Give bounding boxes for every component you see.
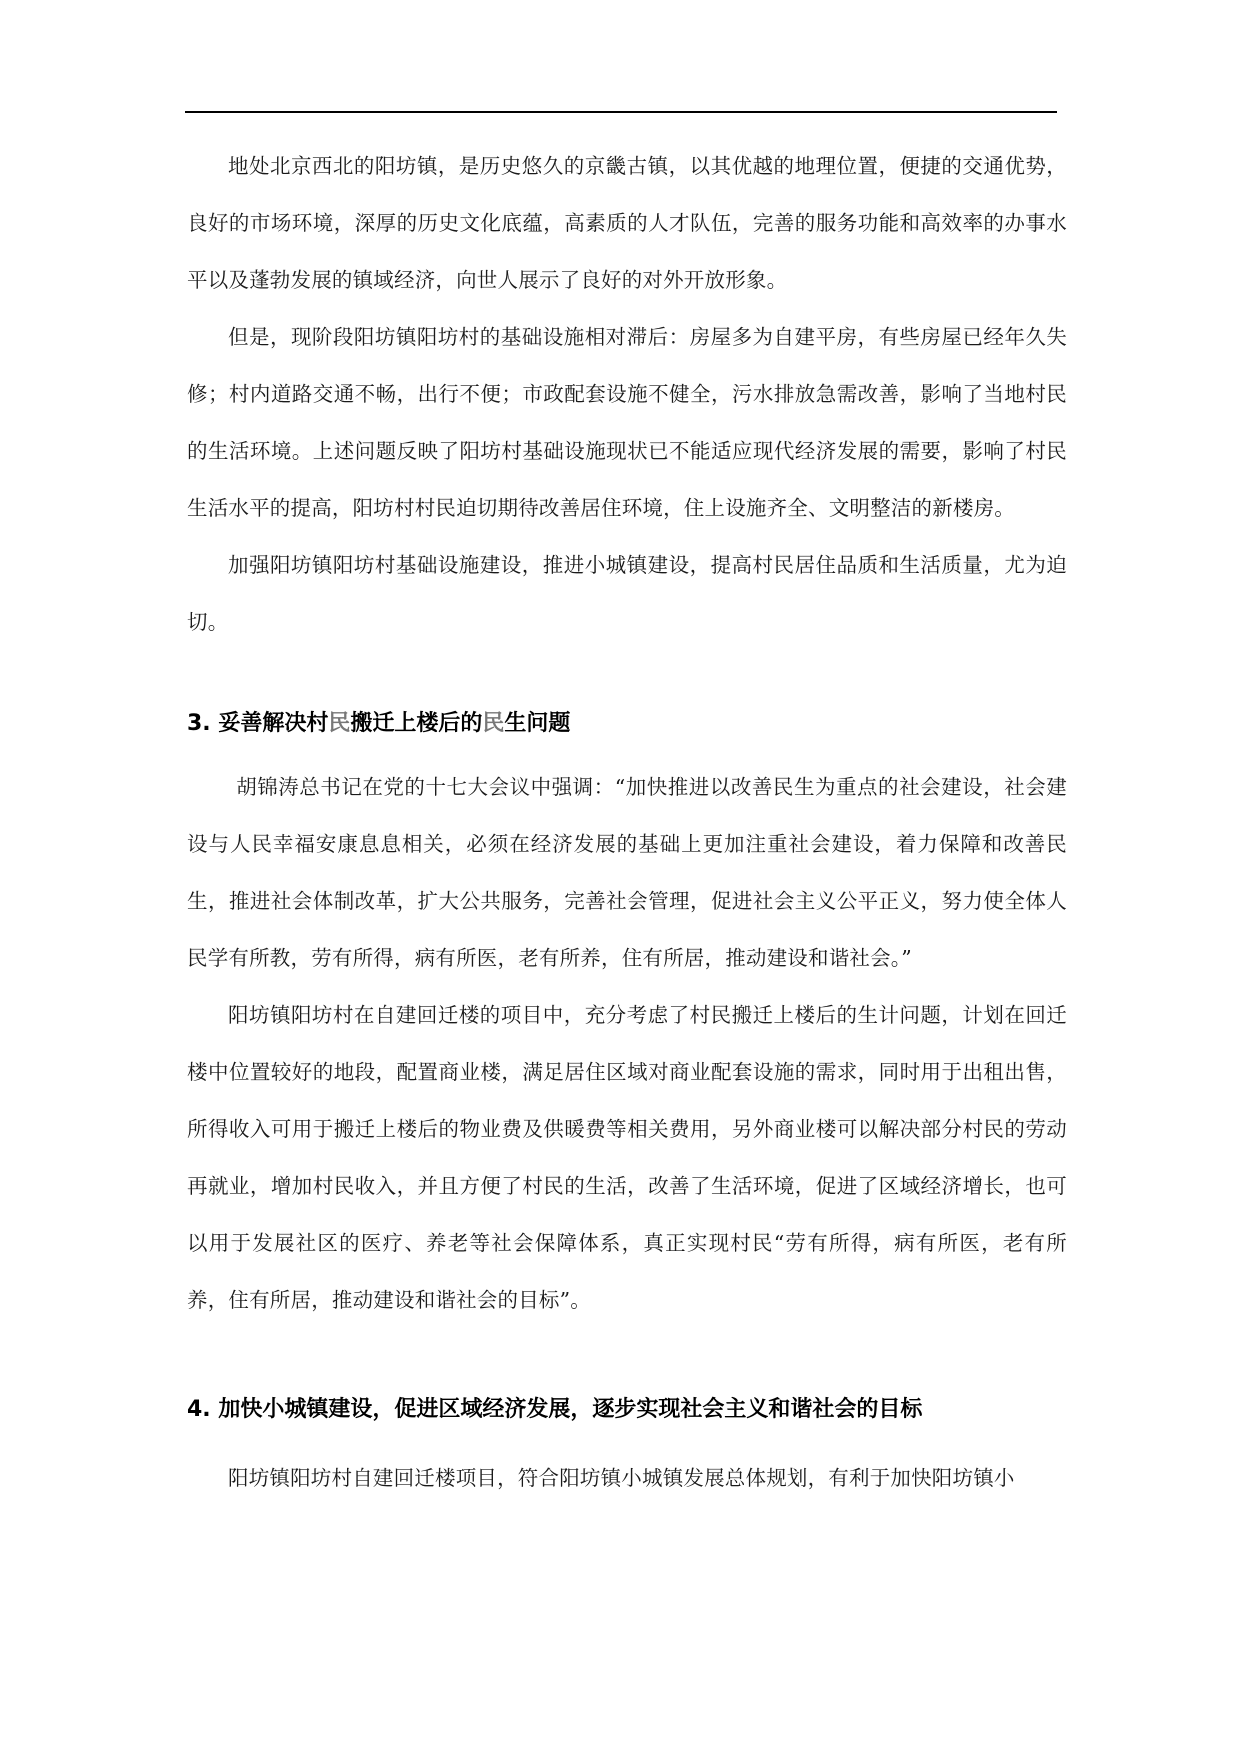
- heading-3-part: 搬迁上楼后的: [350, 711, 483, 736]
- paragraph-yangfang-overview: 地处北京西北的阳坊镇，是历史悠久的京畿古镇，以其优越的地理位置，便捷的交通优势，良好的市场环境，深厚的历史文化底蕴，高素质的人才队伍，完善的服务功能和高效率的办事水平以及蓬勃发展的镇域经济，向世人展示了良好的对外开放形象。: [187, 154, 1067, 292]
- paragraph-congress-quote: 胡锦涛总书记在党的十七大会议中强调：“加快推进以改善民生为重点的社会建设，社会建设与人民幸福安康息息相关，必须在经济发展的基础上更加注重社会建设，着力保障和改善民生，推进社会体制改革，扩大公共服务，完善社会管理，促进社会主义公平正义，努力使全体人民学有所教，劳有所得，病有所医，老有所养，住有所居，推动建设和谐社会。”: [187, 775, 1067, 970]
- heading-3-part: 3. 妥善解决村: [187, 711, 329, 736]
- header-rule: [185, 111, 1057, 113]
- heading-3-part: 生问题: [504, 711, 571, 736]
- heading-3-part: 民: [328, 711, 351, 736]
- section-heading-3: [187, 694, 1067, 754]
- document-body: [187, 138, 1067, 1507]
- paragraph-infrastructure-issues: 但是，现阶段阳坊镇阳坊村的基础设施相对滞后：房屋多为自建平房，有些房屋已经年久失修；村内道路交通不畅，出行不便；市政配套设施不健全，污水排放急需改善，影响了当地村民的生活环境。上述问题反映了阳坊村基础设施现状已不能适应现代经济发展的需要，影响了村民生活水平的提高，阳坊村村民迫切期待改善居住环境，住上设施齐全、文明整洁的新楼房。: [187, 325, 1067, 520]
- paragraph-planning-compliance: 阳坊镇阳坊村自建回迁楼项目，符合阳坊镇小城镇发展总体规划，有利于加快阳坊镇小: [228, 1466, 1015, 1490]
- heading-3-part: 民: [482, 711, 505, 736]
- paragraph-commercial-building: 阳坊镇阳坊村在自建回迁楼的项目中，充分考虑了村民搬迁上楼后的生计问题，计划在回迁楼中位置较好的地段，配置商业楼，满足居住区域对商业配套设施的需求，同时用于出租出售，所得收入可用于搬迁上楼后的物业费及供暖费等相关费用，另外商业楼可以解决部分村民的劳动再就业，增加村民收入，并且方便了村民的生活，改善了生活环境，促进了区域经济增长，也可以用于发展社区的医疗、养老等社会保障体系，真正实现村民“劳有所得，病有所医，老有所养，住有所居，推动建设和谐社会的目标”。: [187, 1003, 1067, 1312]
- paragraph-urgency: 加强阳坊镇阳坊村基础设施建设，推进小城镇建设，提高村民居住品质和生活质量，尤为迫切。: [187, 553, 1067, 634]
- section-heading-4: 4. 加快小城镇建设，促进区域经济发展，逐步实现社会主义和谐社会的目标: [187, 1397, 923, 1422]
